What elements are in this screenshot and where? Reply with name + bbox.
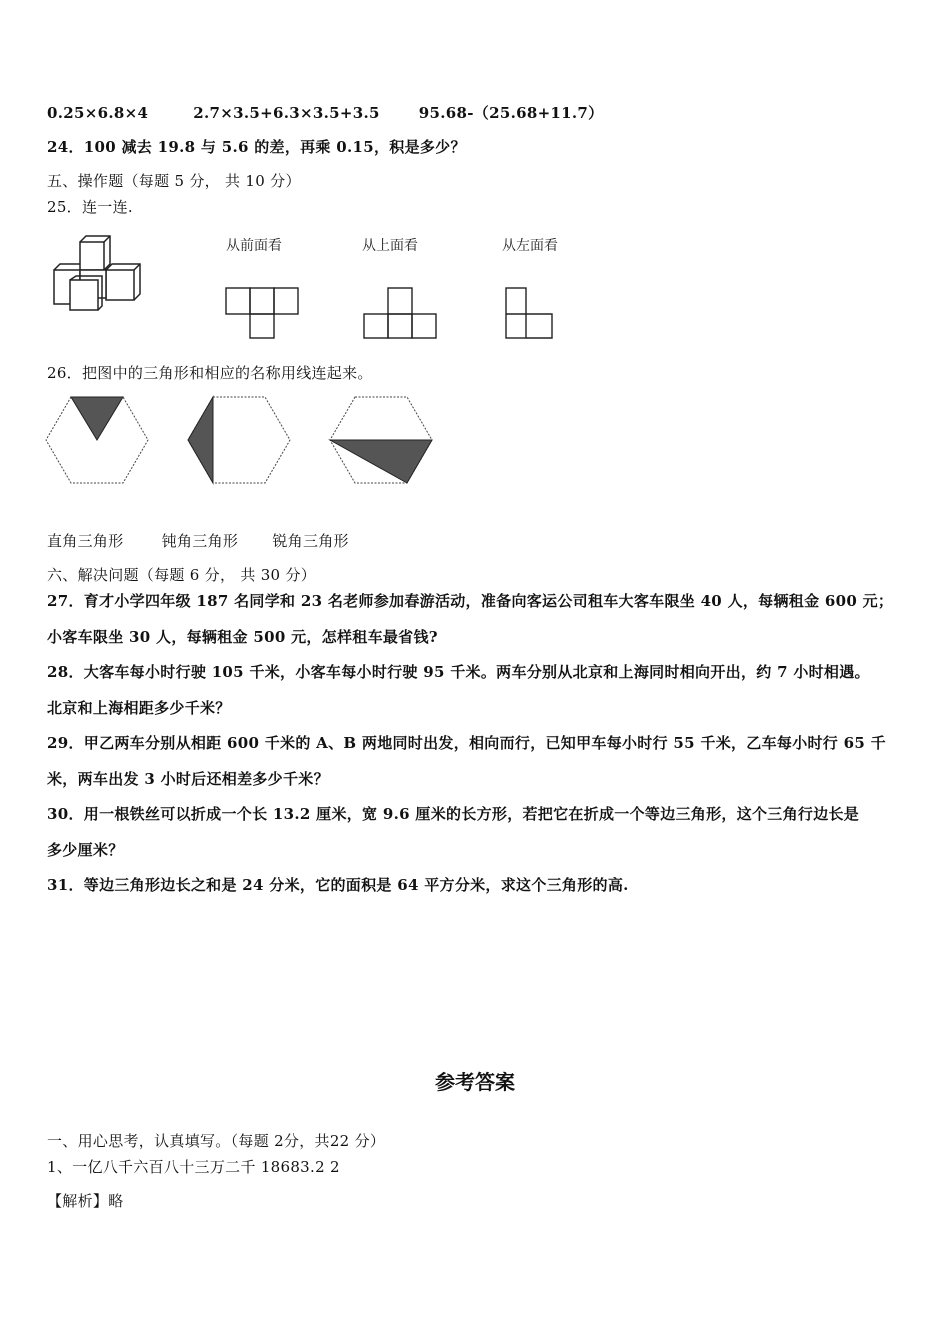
hexagon-figure-2	[188, 396, 292, 484]
question-27-line-2: 小客车限坐 30 人，每辆租金 500 元，怎样租车最省钱?	[47, 628, 438, 646]
question-30-line-2: 多少厘米？	[47, 841, 124, 859]
question-31: 31．等边三角形边长之和是 24 分米，它的面积是 64 平方分米，求这个三角形的高.	[47, 876, 629, 894]
question-29-line-2: 米，两车出发 3 小时后还相差多少千米？	[47, 770, 329, 788]
question-26: 26．把图中的三角形和相应的名称用线连起来。	[47, 364, 373, 382]
view-label-left: 从左面看	[502, 238, 558, 254]
section-5-heading: 五、操作题（每题 5 分， 共 10 分）	[47, 172, 301, 190]
question-30-line-1: 30．用一根铁丝可以折成一个长 13.2 厘米，宽 9.6 厘米的长方形，若把它在折成一个等边三角形，这个三角行边长是	[47, 805, 860, 823]
triangle-name-obtuse: 钝角三角形	[161, 532, 239, 550]
hexagon-figure-1	[46, 396, 150, 484]
view-label-front: 从前面看	[226, 238, 282, 254]
section-6-heading: 六、解决问题（每题 6 分， 共 30 分）	[47, 566, 317, 584]
calc-row	[47, 102, 603, 123]
question-25: 25．连一连.	[47, 198, 133, 216]
answer-title: 参考答案	[435, 1070, 515, 1094]
left-view-figure	[500, 232, 580, 342]
triangle-names-row	[47, 530, 349, 551]
question-24: 24．100 减去 19.8 与 5.6 的差，再乘 0.15，积是多少？	[47, 138, 466, 156]
question-28-line-1: 28．大客车每小时行驶 105 千米，小客车每小时行驶 95 千米。两车分别从北京和上海同时相向开出，约 7 小时相遇。	[47, 663, 870, 681]
question-28-line-2: 北京和上海相距多少千米？	[47, 699, 231, 717]
cube-stack-figure	[48, 236, 148, 316]
calc-expr-1: 0.25×6.8×4	[47, 104, 149, 122]
front-view-figure	[222, 232, 302, 342]
question-27-line-1: 27．育才小学四年级 187 名同学和 23 名老师参加春游活动，准备向客运公司租车大客车限坐 40 人，每辆租金 600 元；	[47, 592, 894, 610]
triangle-name-right: 直角三角形	[47, 532, 124, 550]
answer-section-1-heading: 一、用心思考，认真填写。（每题 2分，共22 分）	[47, 1132, 386, 1150]
view-label-top: 从上面看	[362, 238, 418, 254]
analysis-note: 【解析】略	[47, 1192, 124, 1210]
answer-1: 1、一亿八千六百八十三万二千 18683.2 2	[47, 1158, 340, 1176]
top-view-figure	[360, 232, 440, 342]
hexagon-figure-3	[330, 396, 434, 484]
calc-expr-3: 95.68-（25.68+11.7）	[418, 104, 604, 122]
calc-expr-2: 2.7×3.5+6.3×3.5+3.5	[193, 104, 380, 122]
triangle-name-acute: 锐角三角形	[272, 532, 349, 550]
question-29-line-1: 29．甲乙两车分别从相距 600 千米的 A、B 两地同时出发，相向而行，已知甲车每小时行 55 千米，乙车每小时行 65 千	[47, 734, 886, 752]
